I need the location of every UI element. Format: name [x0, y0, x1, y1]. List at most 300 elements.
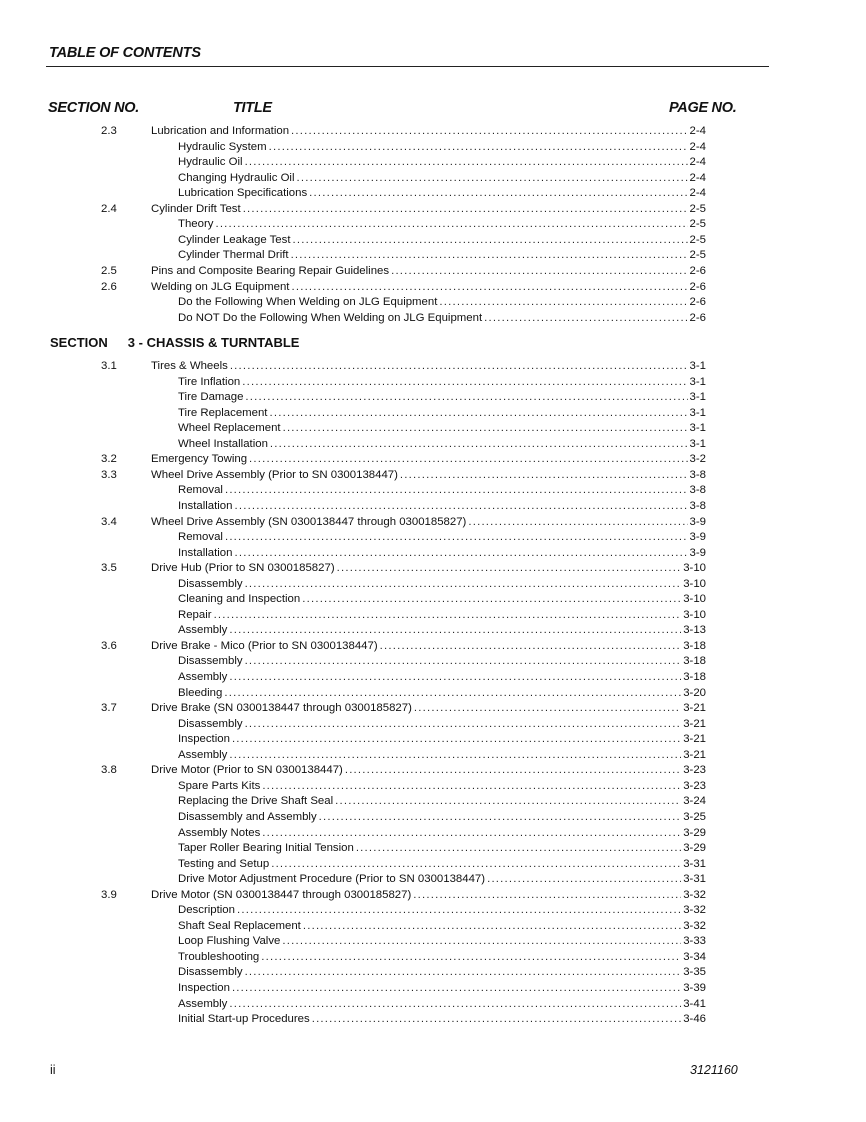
- toc-entry[interactable]: [0, 701, 866, 717]
- toc-entry-title: Disassembly: [178, 717, 243, 730]
- toc-entry-line: [178, 186, 706, 202]
- dot-leader: [487, 872, 681, 888]
- toc-entry-title: Inspection: [178, 733, 230, 746]
- toc-entry-number: 2.5: [101, 264, 117, 277]
- toc-entry[interactable]: [0, 483, 866, 499]
- toc-entry-line: [178, 546, 706, 562]
- dot-leader: [232, 981, 681, 997]
- dot-leader: [229, 997, 681, 1013]
- toc-entry[interactable]: [0, 981, 866, 997]
- toc-entry-line: [178, 872, 706, 888]
- toc-entry-page: 3-10: [683, 608, 706, 621]
- toc-entry-title: Repair: [178, 608, 212, 621]
- dot-leader: [229, 748, 681, 764]
- toc-entry[interactable]: [0, 561, 866, 577]
- toc-entry-page: 3-23: [683, 764, 706, 777]
- dot-leader: [391, 264, 687, 280]
- toc-entry-page: 3-9: [689, 531, 706, 544]
- toc-entry[interactable]: [0, 515, 866, 531]
- dot-leader: [229, 670, 681, 686]
- toc-entry[interactable]: [0, 186, 866, 202]
- toc-entry-line: [178, 390, 706, 406]
- dot-leader: [380, 639, 682, 655]
- toc-entry-number: 3.4: [101, 515, 117, 528]
- toc-entry-line: [178, 717, 706, 733]
- toc-entry-number: 3.2: [101, 453, 117, 466]
- toc-entry-line: [151, 701, 706, 717]
- dot-leader: [269, 140, 688, 156]
- toc-entry-title: Cylinder Thermal Drift: [178, 249, 289, 262]
- toc-entry-page: 2-4: [689, 156, 706, 169]
- toc-entry-page: 3-1: [689, 391, 706, 404]
- dot-leader: [245, 390, 687, 406]
- toc-entry-page: 3-1: [689, 422, 706, 435]
- toc-entry[interactable]: [0, 997, 866, 1013]
- toc-entry[interactable]: [0, 468, 866, 484]
- toc-entry-page: 3-46: [683, 1013, 706, 1026]
- toc-entry[interactable]: [0, 965, 866, 981]
- toc-entry-line: [178, 483, 706, 499]
- toc-entry[interactable]: [0, 888, 866, 904]
- toc-entry-page: 3-1: [689, 437, 706, 450]
- toc-entry-page: 3-33: [683, 935, 706, 948]
- section-heading-label: SECTION: [50, 335, 108, 350]
- toc-entry-line: [178, 623, 706, 639]
- toc-entry-page: 3-24: [683, 795, 706, 808]
- toc-entry-page: 2-6: [689, 311, 706, 324]
- toc-entry-line: [178, 732, 706, 748]
- toc-entry-title: Initial Start-up Procedures: [178, 1013, 310, 1026]
- toc-entry-page: 2-5: [689, 218, 706, 231]
- toc-entry[interactable]: [0, 499, 866, 515]
- toc-entry-title: Cylinder Leakage Test: [178, 233, 291, 246]
- toc-entry-page: 3-2: [689, 453, 706, 466]
- toc-entry-line: [178, 841, 706, 857]
- toc-entry-line: [178, 965, 706, 981]
- toc-entry[interactable]: [0, 530, 866, 546]
- dot-leader: [303, 919, 681, 935]
- dot-leader: [245, 654, 682, 670]
- dot-leader: [214, 608, 682, 624]
- dot-leader: [229, 623, 681, 639]
- dot-leader: [269, 406, 687, 422]
- toc-entry-title: Wheel Replacement: [178, 422, 281, 435]
- toc-entry-page: 3-8: [689, 499, 706, 512]
- toc-entry[interactable]: [0, 124, 866, 140]
- dot-leader: [224, 686, 681, 702]
- toc-entry[interactable]: [0, 686, 866, 702]
- toc-entry-title: Pins and Composite Bearing Repair Guidelines: [151, 264, 390, 277]
- toc-entry-title: Lubrication Specifications: [178, 187, 308, 200]
- toc-entry-line: [178, 779, 706, 795]
- toc-entry-line: [178, 608, 706, 624]
- toc-entry-line: [178, 171, 706, 187]
- toc-entry-line: [151, 639, 706, 655]
- toc-entry-line: [151, 280, 706, 296]
- toc-entry-line: [178, 826, 706, 842]
- toc-entry-page: 3-10: [683, 577, 706, 590]
- toc-entry-title: Wheel Drive Assembly (SN 0300138447 through 0300185827): [151, 515, 467, 528]
- toc-entry-page: 2-6: [689, 296, 706, 309]
- toc-entry-title: Lubrication and Information: [151, 125, 290, 137]
- toc-entry[interactable]: [0, 390, 866, 406]
- toc-entry[interactable]: [0, 903, 866, 919]
- toc-entry-line: [178, 950, 706, 966]
- toc-entry-title: Bleeding: [178, 686, 223, 699]
- toc-entry-line: [151, 888, 706, 904]
- toc-entry-page: 3-23: [683, 779, 706, 792]
- dot-leader: [400, 468, 688, 484]
- column-header-title: TITLE: [233, 100, 272, 116]
- toc-entry[interactable]: [0, 359, 866, 375]
- section-heading: [50, 335, 299, 350]
- toc-entry-line: [178, 919, 706, 935]
- toc-entry-title: Hydraulic Oil: [178, 156, 243, 169]
- toc-entry-line: [151, 264, 706, 280]
- toc-entry[interactable]: [0, 171, 866, 187]
- toc-entry-title: Theory: [178, 218, 214, 231]
- toc-entry-title: Inspection: [178, 982, 230, 994]
- toc-entry-line: [178, 499, 706, 515]
- toc-entry-page: 3-20: [683, 686, 706, 699]
- toc-entry[interactable]: [0, 732, 866, 748]
- toc-entry-page: 3-13: [683, 624, 706, 637]
- toc-entry-title: Hydraulic System: [178, 140, 267, 153]
- dot-leader: [302, 592, 681, 608]
- toc-entry-title: Tire Inflation: [178, 375, 241, 388]
- toc-entry[interactable]: [0, 202, 866, 218]
- toc-entry-title: Drive Motor Adjustment Procedure (Prior to SN 0300138447): [178, 873, 486, 886]
- toc-entry-page: 3-41: [683, 997, 706, 1010]
- toc-entry[interactable]: [0, 264, 866, 280]
- toc-entry-page: 3-25: [683, 810, 706, 823]
- toc-entry-page: 3-1: [689, 406, 706, 419]
- toc-entry[interactable]: [0, 233, 866, 249]
- toc-entry-title: Taper Roller Bearing Initial Tension: [178, 842, 354, 855]
- toc-entry-number: 3.3: [101, 468, 117, 481]
- dot-leader: [337, 561, 682, 577]
- page-title: TABLE OF CONTENTS: [49, 45, 201, 61]
- toc-entry-page: 3-9: [689, 546, 706, 559]
- toc-entry-page: 3-10: [683, 562, 706, 575]
- toc-entry[interactable]: [0, 779, 866, 795]
- toc-entry-page: 2-5: [689, 233, 706, 246]
- dot-leader: [345, 763, 681, 779]
- dot-leader: [413, 888, 681, 904]
- dot-leader: [439, 295, 687, 311]
- toc-entry-page: 3-21: [683, 717, 706, 730]
- column-header-page-no: PAGE NO.: [669, 100, 737, 116]
- toc-entry-title: Installation: [178, 546, 233, 559]
- toc-entry[interactable]: [0, 608, 866, 624]
- toc-entry-line: [178, 295, 706, 311]
- dot-leader: [215, 217, 687, 233]
- toc-entry-line: [178, 997, 706, 1013]
- toc-entry-page: 2-5: [689, 202, 706, 215]
- dot-leader: [225, 530, 688, 546]
- toc-entry-line: [178, 530, 706, 546]
- toc-entry[interactable]: [0, 437, 866, 453]
- toc-entry[interactable]: [0, 872, 866, 888]
- toc-entry-line: [178, 1012, 706, 1028]
- dot-leader: [468, 515, 687, 531]
- toc-entry-page: 3-21: [683, 748, 706, 761]
- toc-entry-number: 3.8: [101, 764, 117, 777]
- toc-entry-line: [178, 810, 706, 826]
- toc-entry-title: Wheel Drive Assembly (Prior to SN 0300138447): [151, 468, 398, 481]
- dot-leader: [232, 732, 681, 748]
- toc-entry[interactable]: [0, 748, 866, 764]
- toc-entry-number: 3.9: [101, 888, 117, 901]
- toc-entry-line: [178, 934, 706, 950]
- dot-leader: [291, 248, 688, 264]
- toc-entry-page: 3-1: [689, 360, 706, 372]
- toc-entry-page: 3-8: [689, 468, 706, 481]
- toc-entry-title: Loop Flushing Valve: [178, 935, 281, 948]
- toc-entry[interactable]: [0, 670, 866, 686]
- dot-leader: [262, 779, 681, 795]
- toc-entry[interactable]: [0, 311, 866, 327]
- toc-entry-page: 3-1: [689, 375, 706, 388]
- toc-entry-line: [151, 515, 706, 531]
- toc-entry[interactable]: [0, 717, 866, 733]
- toc-entry-line: [178, 686, 706, 702]
- toc-entry-page: 3-31: [683, 873, 706, 886]
- dot-leader: [309, 186, 687, 202]
- toc-entry-line: [178, 311, 706, 327]
- section-heading-number: 3: [127, 335, 136, 350]
- toc-entry[interactable]: [0, 295, 866, 311]
- toc-entry[interactable]: [0, 421, 866, 437]
- footer-document-number: 3121160: [690, 1063, 738, 1077]
- toc-entry-title: Assembly: [178, 748, 228, 761]
- toc-entry-title: Replacing the Drive Shaft Seal: [178, 795, 334, 808]
- toc-entry[interactable]: [0, 810, 866, 826]
- toc-entry-line: [178, 140, 706, 156]
- dot-leader: [234, 546, 687, 562]
- dot-leader: [271, 857, 681, 873]
- toc-entry-title: Changing Hydraulic Oil: [178, 171, 295, 184]
- dot-leader: [319, 810, 682, 826]
- toc-entry-line: [151, 468, 706, 484]
- toc-entry-title: Removal: [178, 531, 223, 544]
- toc-entry[interactable]: [0, 623, 866, 639]
- toc-entry-page: 3-32: [683, 904, 706, 917]
- dot-leader: [291, 280, 687, 296]
- toc-entry[interactable]: [0, 248, 866, 264]
- dot-leader: [335, 794, 681, 810]
- toc-entry[interactable]: [0, 280, 866, 296]
- toc-entry-line: [178, 670, 706, 686]
- dot-leader: [312, 1012, 681, 1028]
- toc-entry-title: Do NOT Do the Following When Welding on JLG Equipment: [178, 311, 483, 324]
- toc-entry-title: Tire Replacement: [178, 406, 268, 419]
- toc-entry-title: Assembly: [178, 671, 228, 683]
- dot-leader: [356, 841, 681, 857]
- footer-page-number: ii: [50, 1063, 56, 1077]
- toc-entry-number: 3.5: [101, 562, 117, 575]
- section-heading-title: - CHASSIS & TURNTABLE: [138, 335, 300, 350]
- toc-entry[interactable]: [0, 452, 866, 468]
- toc-entry-page: 3-34: [683, 950, 706, 963]
- toc-entry-page: 3-21: [683, 702, 706, 715]
- toc-entry-page: 3-29: [683, 826, 706, 839]
- toc-entry[interactable]: [0, 1012, 866, 1028]
- toc-entry-title: Tire Damage: [178, 391, 244, 404]
- toc-entry-title: Wheel Installation: [178, 437, 268, 450]
- toc-entry-page: 3-21: [683, 733, 706, 746]
- toc-entry-line: [178, 421, 706, 437]
- toc-entry-title: Drive Motor (SN 0300138447 through 0300185827): [151, 888, 412, 901]
- dot-leader: [237, 903, 681, 919]
- dot-leader: [262, 826, 681, 842]
- dot-leader: [245, 965, 682, 981]
- toc-entry-title: Removal: [178, 484, 223, 497]
- toc-entry-page: 3-18: [683, 671, 706, 683]
- toc-entry-line: [178, 592, 706, 608]
- toc-entry-line: [151, 763, 706, 779]
- dot-leader: [230, 359, 688, 375]
- toc-entry[interactable]: [0, 546, 866, 562]
- toc-entry[interactable]: [0, 950, 866, 966]
- toc-entry-line: [178, 794, 706, 810]
- toc-entry-title: Drive Motor (Prior to SN 0300138447): [151, 764, 343, 777]
- toc-entry-page: 2-4: [689, 140, 706, 153]
- toc-entry-title: Assembly: [178, 624, 228, 637]
- toc-entry[interactable]: [0, 841, 866, 857]
- dot-leader: [297, 171, 688, 187]
- toc-entry-line: [151, 452, 706, 468]
- toc-entry-line: [178, 155, 706, 171]
- toc-entry-page: 3-18: [683, 639, 706, 652]
- dot-leader: [270, 437, 688, 453]
- toc-entry-line: [178, 748, 706, 764]
- toc-entry-line: [178, 217, 706, 233]
- dot-leader: [484, 311, 687, 327]
- toc-entry[interactable]: [0, 763, 866, 779]
- toc-entry-page: 3-39: [683, 982, 706, 994]
- dot-leader: [283, 421, 688, 437]
- toc-entry-line: [151, 202, 706, 218]
- column-header-section-no: SECTION NO.: [48, 100, 139, 116]
- toc-entry-page: 3-31: [683, 857, 706, 870]
- dot-leader: [291, 124, 687, 140]
- toc-entry-title: Troubleshooting: [178, 950, 260, 963]
- toc-entry-line: [178, 903, 706, 919]
- toc-entry-title: Disassembly and Assembly: [178, 810, 317, 823]
- toc-entry-number: 2.4: [101, 202, 117, 215]
- toc-entry[interactable]: [0, 934, 866, 950]
- toc-entry[interactable]: [0, 826, 866, 842]
- toc-entry-line: [151, 561, 706, 577]
- toc-entry-line: [178, 437, 706, 453]
- toc-entry[interactable]: [0, 592, 866, 608]
- dot-leader: [245, 577, 682, 593]
- toc-entry-title: Disassembly: [178, 577, 243, 590]
- toc-entry-title: Spare Parts Kits: [178, 779, 261, 792]
- toc-entry-number: 3.6: [101, 639, 117, 652]
- toc-entry-title: Testing and Setup: [178, 857, 270, 870]
- toc-entry-title: Drive Brake - Mico (Prior to SN 0300138447): [151, 639, 378, 652]
- toc-entry-line: [178, 248, 706, 264]
- toc-entry-title: Assembly: [178, 997, 228, 1010]
- toc-entry-page: 2-4: [689, 187, 706, 200]
- toc-entry-title: Cleaning and Inspection: [178, 593, 301, 606]
- toc-entry[interactable]: [0, 639, 866, 655]
- dot-leader: [243, 202, 688, 218]
- toc-entry-page: 3-8: [689, 484, 706, 497]
- dot-leader: [293, 233, 688, 249]
- dot-leader: [234, 499, 687, 515]
- toc-entry[interactable]: [0, 140, 866, 156]
- toc-entry-page: 3-18: [683, 655, 706, 668]
- toc-entry-page: 2-4: [689, 171, 706, 184]
- toc-entry-page: 3-32: [683, 888, 706, 901]
- toc-entry-line: [178, 654, 706, 670]
- toc-entry[interactable]: [0, 155, 866, 171]
- toc-entry-title: Disassembly: [178, 966, 243, 979]
- toc-entry-page: 3-29: [683, 842, 706, 855]
- toc-entry[interactable]: [0, 794, 866, 810]
- dot-leader: [242, 375, 687, 391]
- toc-entry-number: 2.6: [101, 280, 117, 293]
- toc-entry-title: Emergency Towing: [151, 453, 248, 466]
- toc-entry-number: 3.1: [101, 360, 117, 372]
- toc-entry[interactable]: [0, 217, 866, 233]
- toc-entry-line: [178, 406, 706, 422]
- toc-entry[interactable]: [0, 654, 866, 670]
- dot-leader: [245, 717, 682, 733]
- toc-entry-page: 3-35: [683, 966, 706, 979]
- dot-leader: [261, 950, 681, 966]
- toc-entry-number: 2.3: [101, 125, 117, 137]
- toc-entry-line: [151, 124, 706, 140]
- toc-entry-title: Disassembly: [178, 655, 243, 668]
- dot-leader: [282, 934, 681, 950]
- dot-leader: [249, 452, 688, 468]
- toc-entry-title: Shaft Seal Replacement: [178, 919, 301, 932]
- toc-entry-line: [178, 857, 706, 873]
- toc-entry-line: [151, 359, 706, 375]
- dot-leader: [245, 155, 688, 171]
- toc-entry-title: Drive Brake (SN 0300138447 through 0300185827): [151, 702, 412, 715]
- toc-entry-title: Description: [178, 904, 235, 917]
- toc-entry-line: [178, 981, 706, 997]
- toc-entry-page: 2-4: [689, 125, 706, 137]
- toc-entry-page: 3-10: [683, 593, 706, 606]
- toc-entry[interactable]: [0, 919, 866, 935]
- toc-entry[interactable]: [0, 577, 866, 593]
- title-divider: [46, 66, 769, 67]
- toc-entry[interactable]: [0, 857, 866, 873]
- toc-entry-page: 3-32: [683, 919, 706, 932]
- toc-entry-title: Installation: [178, 499, 233, 512]
- toc-entry-number: 3.7: [101, 702, 117, 715]
- toc-entry-line: [178, 375, 706, 391]
- toc-entry-title: Cylinder Drift Test: [151, 202, 241, 215]
- toc-entry-page: 2-5: [689, 249, 706, 262]
- toc-entry-title: Welding on JLG Equipment: [151, 280, 290, 293]
- toc-entry-page: 2-6: [689, 264, 706, 277]
- toc-entry-line: [178, 577, 706, 593]
- toc-entry-title: Tires & Wheels: [151, 360, 228, 372]
- toc-entry-title: Drive Hub (Prior to SN 0300185827): [151, 562, 335, 575]
- dot-leader: [414, 701, 681, 717]
- toc-entry[interactable]: [0, 375, 866, 391]
- dot-leader: [225, 483, 688, 499]
- toc-entry-page: 2-6: [689, 280, 706, 293]
- toc-entry[interactable]: [0, 406, 866, 422]
